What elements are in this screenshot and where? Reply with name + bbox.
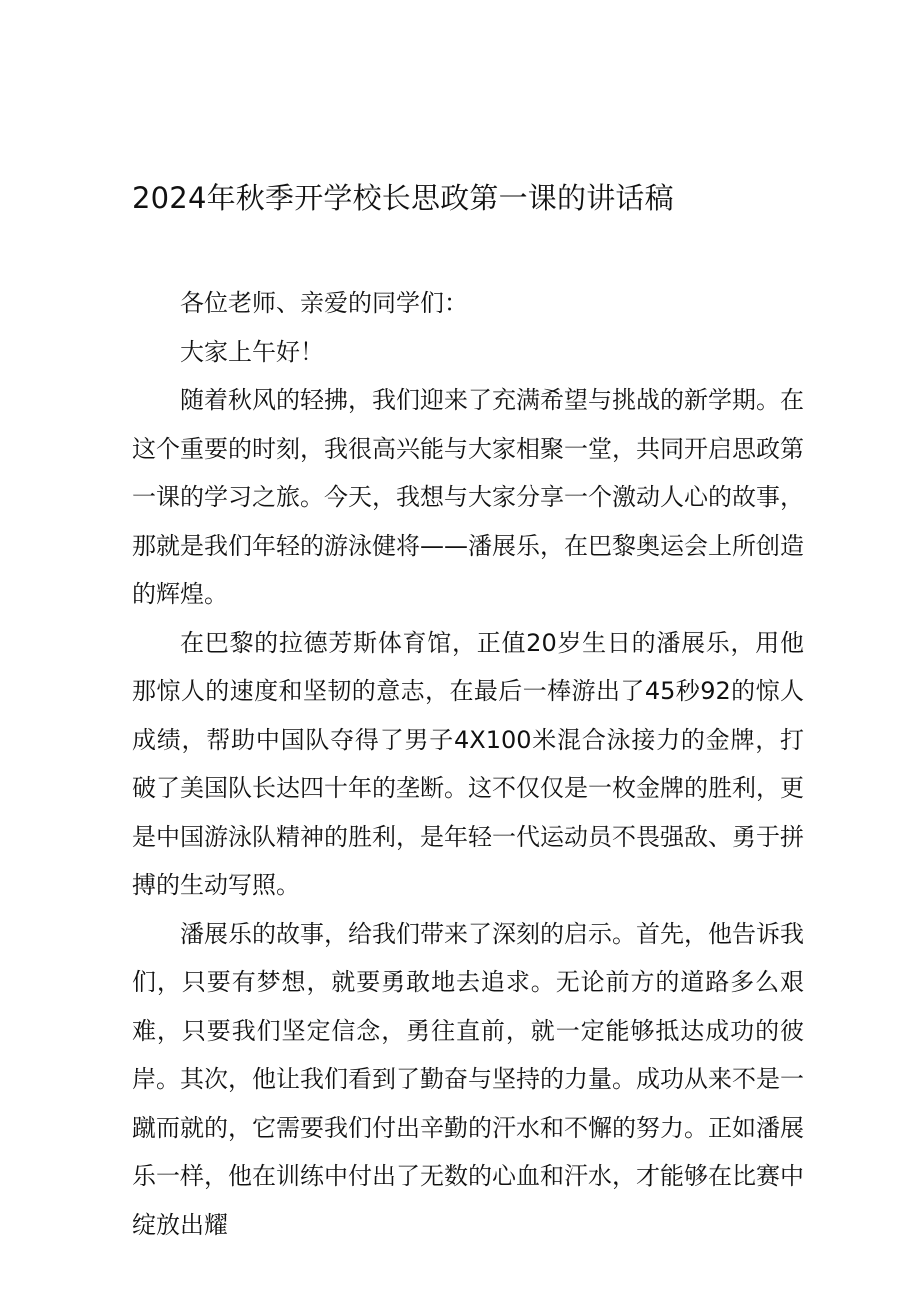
inspiration-paragraph: 潘展乐的故事，给我们带来了深刻的启示。首先，他告诉我们，只要有梦想，就要勇敢地去追求。无论前方的道路多么艰难，只要我们坚定信念，勇往直前，就一定能够抵达成功的彼岸。其次，他让我们看到了勤奋与坚持的力量。成功从来不是一蹴而就的，它需要我们付出辛勤的汗水和不懈的努力。正如潘展乐一样，他在训练中付出了无数的心血和汗水，才能够在比赛中绽放出耀 <box>132 919 804 1239</box>
greeting-paragraph: 大家上午好！ <box>180 337 324 366</box>
salutation-paragraph: 各位老师、亲爱的同学们： <box>180 289 468 317</box>
document-body <box>132 279 804 1249</box>
intro-paragraph: 随着秋风的轻拂，我们迎来了充满希望与挑战的新学期。在这个重要的时刻，我很高兴能与大家相聚一堂，共同开启思政第一课的学习之旅。今天，我想与大家分享一个激动人心的故事，那就是我们年轻的游泳健将——潘展乐，在巴黎奥运会上所创造的辉煌。 <box>132 386 804 608</box>
story-paragraph: 在巴黎的拉德芳斯体育馆，正值20岁生日的潘展乐，用他那惊人的速度和坚韧的意志，在最后一棒游出了45秒92的惊人成绩，帮助中国队夺得了男子4X100米混合泳接力的金牌，打破了美国队长达四十年的垄断。这不仅仅是一枚金牌的胜利，更是中国游泳队精神的胜利，是年轻一代运动员不畏强敌、勇于拼搏的生动写照。 <box>132 628 804 899</box>
document-title: 2024年秋季开学校长思政第一课的讲话稿 <box>132 181 674 215</box>
